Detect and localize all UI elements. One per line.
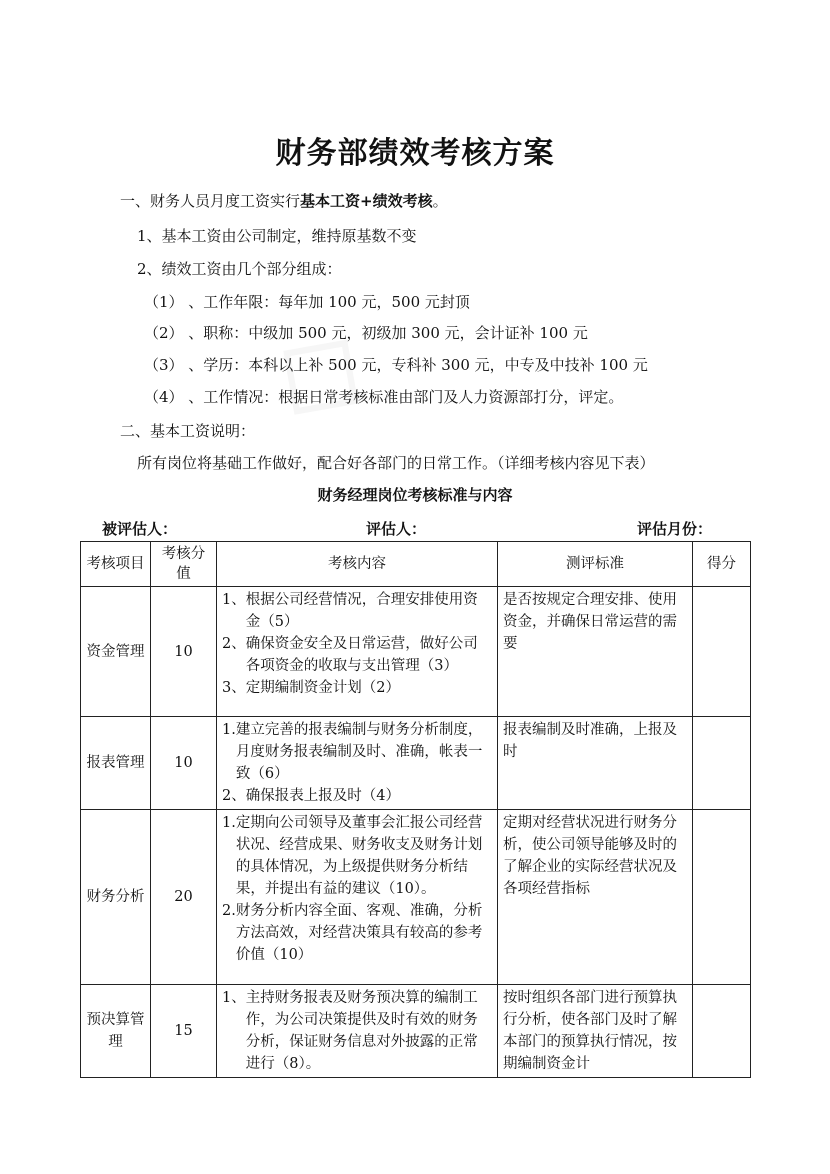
section-2-description: 所有岗位将基础工作做好，配合好各部门的日常工作。（详细考核内容见下表） — [137, 454, 655, 472]
content-item — [222, 633, 492, 677]
section-1-bold: 基本工资+绩效考核 — [300, 192, 433, 210]
section-1-heading — [120, 190, 448, 211]
content-item-number: 2、 — [222, 788, 246, 804]
table-title: 财务经理岗位考核标准与内容 — [317, 486, 513, 504]
performance-salary-line: 2、绩效工资由几个部分组成： — [137, 260, 342, 278]
row-score: 10 — [151, 717, 217, 810]
table-row — [81, 810, 751, 985]
header-score: 考核分值 — [151, 542, 217, 587]
content-item-text: 财务分析内容全面、客观、准确，分析方法高效，对经营决策具有较高的参考价值（10） — [235, 903, 483, 963]
content-item-number: 1、 — [222, 990, 246, 1006]
row-standard: 按时组织各部门进行预算执行分析，使各部门及时了解本部门的预算执行情况，按期编制资金计 — [498, 985, 693, 1078]
table-row — [81, 717, 751, 810]
table-header-row — [81, 542, 751, 587]
content-item-number: 1. — [222, 815, 236, 831]
row-content — [217, 810, 498, 985]
row-score: 10 — [151, 587, 217, 717]
page-title: 财务部绩效考核方案 — [275, 136, 555, 171]
content-item-text: 根据公司经营情况，合理安排使用资金（5） — [245, 592, 478, 630]
row-points-cell — [693, 810, 751, 985]
row-content — [217, 985, 498, 1078]
row-item-name: 预决算管理 — [81, 985, 151, 1078]
section-1-prefix: 一、财务人员月度工资实行 — [120, 192, 301, 210]
section-2-heading: 二、基本工资说明： — [120, 422, 256, 440]
content-item-text: 建立完善的报表编制与财务分析制度，月度财务报表编制及时、准确，帐表一致（6） — [235, 722, 483, 782]
row-standard: 报表编制及时准确，上报及时 — [498, 717, 693, 810]
content-item — [222, 812, 492, 900]
row-content — [217, 717, 498, 810]
row-item-name: 资金管理 — [81, 587, 151, 717]
content-item — [222, 900, 492, 966]
content-item-number: 1. — [222, 722, 236, 738]
content-item-number: 2. — [222, 903, 236, 919]
header-item: 考核项目 — [81, 542, 151, 587]
section-1-suffix: 。 — [432, 192, 448, 210]
evaluator-label: 评估人： — [366, 520, 427, 538]
row-points-cell — [693, 587, 751, 717]
basic-salary-line: 1、基本工资由公司制定，维持原基数不变 — [137, 227, 417, 245]
item-work-years: （1） 、工作年限：每年加 100 元，500 元封顶 — [144, 293, 470, 311]
table-row — [81, 587, 751, 717]
evaluation-month-label: 评估月份： — [637, 520, 713, 538]
content-item-number: 3、 — [222, 680, 246, 696]
item-work-performance: （4） 、工作情况：根据日常考核标准由部门及人力资源部打分，评定。 — [144, 388, 624, 406]
content-item-text: 确保报表上报及时（4） — [245, 788, 400, 804]
row-score: 15 — [151, 985, 217, 1078]
header-content: 考核内容 — [217, 542, 498, 587]
row-points-cell — [693, 985, 751, 1078]
item-education: （3） 、学历：本科以上补 500 元，专科补 300 元，中专及中技补 100 元 — [144, 356, 648, 374]
content-item-number: 2、 — [222, 636, 246, 652]
content-item — [222, 719, 492, 785]
row-item-name: 报表管理 — [81, 717, 151, 810]
row-standard: 定期对经营状况进行财务分析，使公司领导能够及时的了解企业的实际经营状况及各项经营指标 — [498, 810, 693, 985]
table-row — [81, 985, 751, 1078]
content-item-text: 定期编制资金计划（2） — [245, 680, 400, 696]
header-standard: 测评标准 — [498, 542, 693, 587]
content-item-text: 定期向公司领导及董事会汇报公司经营状况、经营成果、财务收支及财务计划的具体情况，为上级提供财务分析结果，并提出有益的建议（10）。 — [235, 815, 483, 897]
row-item-name: 财务分析 — [81, 810, 151, 985]
content-item — [222, 785, 492, 807]
evaluatee-label: 被评估人： — [102, 520, 178, 538]
item-title-rank: （2） 、职称：中级加 500 元，初级加 300 元，会计证补 100 元 — [144, 324, 588, 342]
content-item-text: 主持财务报表及财务预决算的编制工作，为公司决策提供及时有效的财务分析，保证财务信息对外披露的正常进行（8）。 — [245, 990, 478, 1072]
assessment-table — [80, 541, 751, 1078]
content-item — [222, 589, 492, 633]
row-content — [217, 587, 498, 717]
content-item — [222, 677, 492, 699]
content-item-text: 确保资金安全及日常运营，做好公司各项资金的收取与支出管理（3） — [245, 636, 478, 674]
header-points: 得分 — [693, 542, 751, 587]
content-item-number: 1、 — [222, 592, 246, 608]
row-score: 20 — [151, 810, 217, 985]
row-standard: 是否按规定合理安排、使用资金，并确保日常运营的需要 — [498, 587, 693, 717]
content-item — [222, 987, 492, 1075]
row-points-cell — [693, 717, 751, 810]
